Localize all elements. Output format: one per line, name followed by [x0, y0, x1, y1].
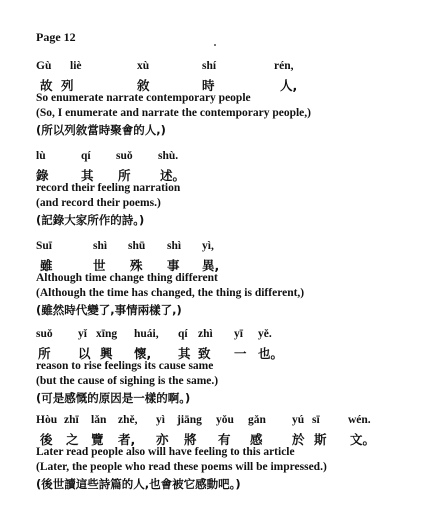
pinyin-syllable: yī — [234, 328, 243, 340]
pinyin-syllable: yǐ — [78, 328, 87, 340]
pinyin-line — [36, 240, 416, 256]
pinyin-syllable: zhì — [198, 328, 213, 340]
hanzi-char: 列 — [61, 78, 74, 93]
pinyin-syllable: qí — [81, 150, 91, 162]
pinyin-syllable: shì — [167, 240, 182, 252]
hanzi-char: 雖 — [40, 258, 53, 273]
pinyin-syllable: yì — [156, 414, 165, 426]
stanza-2 — [36, 150, 416, 228]
hanzi-line — [36, 430, 416, 446]
pinyin-syllable: wén. — [348, 414, 371, 426]
hanzi-char: 其 — [178, 346, 191, 361]
hanzi-char: 興 — [100, 346, 113, 361]
english-translation: (Although the time has changed, the thing is different,) — [36, 287, 305, 299]
hanzi-char: 之 — [66, 432, 79, 447]
english-gloss: reason to rise feelings its cause same — [36, 360, 214, 372]
pinyin-syllable: gǎn — [248, 414, 266, 426]
pinyin-line — [36, 60, 416, 76]
pinyin-syllable: zhě, — [118, 414, 138, 426]
pinyin-syllable: liè — [70, 60, 82, 72]
hanzi-char: 以 — [78, 346, 91, 361]
chinese-translation: (可是感慨的原因是一樣的啊。) — [36, 391, 191, 405]
page-number: Page 12 — [36, 30, 76, 44]
pinyin-line — [36, 328, 416, 344]
hanzi-char: 述。 — [160, 168, 186, 183]
hanzi-char: 文。 — [350, 432, 376, 447]
stanza-4 — [36, 328, 416, 406]
hanzi-char: 異, — [202, 258, 220, 273]
hanzi-char: 人, — [280, 78, 298, 93]
stanza-3 — [36, 240, 416, 318]
hanzi-char: 敘 — [137, 78, 150, 93]
pinyin-syllable: lǎn — [91, 414, 107, 426]
english-translation: (but the cause of sighing is the same.) — [36, 375, 219, 387]
hanzi-line — [36, 344, 416, 360]
pinyin-line — [36, 414, 416, 430]
chinese-translation: (記錄大家所作的詩。) — [36, 213, 145, 227]
hanzi-char: 將 — [184, 432, 197, 447]
pinyin-syllable: shì — [93, 240, 108, 252]
hanzi-char: 亦 — [156, 432, 169, 447]
hanzi-char: 斯 — [314, 432, 327, 447]
pinyin-syllable: zhī — [64, 414, 79, 426]
pinyin-syllable: xīng — [96, 328, 118, 340]
pinyin-syllable: yǒu — [216, 414, 234, 426]
pinyin-syllable: Gù — [36, 60, 52, 72]
pinyin-syllable: shù. — [158, 150, 179, 162]
hanzi-line — [36, 256, 416, 272]
pinyin-syllable: jiāng — [177, 414, 202, 426]
english-translation: (So, I enumerate and narrate the contemporary people,) — [36, 107, 311, 119]
chinese-translation: (後世讀這些詩篇的人,也會被它感動吧。) — [36, 477, 241, 491]
hanzi-char: 覽 — [91, 432, 104, 447]
pinyin-syllable: Suī — [36, 240, 52, 252]
hanzi-char: 所 — [38, 346, 51, 361]
pinyin-syllable: suǒ — [36, 328, 53, 340]
hanzi-line — [36, 166, 416, 182]
hanzi-char: 所 — [118, 168, 131, 183]
english-gloss: record their feeling narration — [36, 182, 181, 194]
pinyin-syllable: lù — [36, 150, 46, 162]
scan-speck — [214, 44, 216, 46]
hanzi-char: 於 — [292, 432, 305, 447]
english-gloss: So enumerate narrate contemporary people — [36, 92, 251, 104]
chinese-translation: (所以列敘當時聚會的人,) — [36, 123, 166, 137]
english-gloss: Although time change thing different — [36, 272, 218, 284]
hanzi-char: 也。 — [258, 346, 284, 361]
hanzi-char: 有 — [218, 432, 231, 447]
hanzi-char: 世 — [93, 258, 106, 273]
stanza-5 — [36, 414, 416, 492]
hanzi-char: 一 — [234, 346, 247, 361]
hanzi-char: 其 — [81, 168, 94, 183]
english-gloss: Later read people also will have feeling to this article — [36, 446, 295, 458]
hanzi-char: 者, — [118, 432, 136, 447]
english-translation: (and record their poems.) — [36, 197, 161, 209]
english-translation: (Later, the people who read these poems will be impressed.) — [36, 461, 327, 473]
pinyin-syllable: yú — [292, 414, 305, 426]
pinyin-line — [36, 150, 416, 166]
pinyin-syllable: shí — [202, 60, 217, 72]
hanzi-char: 故 — [40, 78, 53, 93]
pinyin-syllable: huái, — [134, 328, 159, 340]
hanzi-char: 後 — [40, 432, 53, 447]
hanzi-char: 懷, — [134, 346, 152, 361]
pinyin-syllable: rén, — [274, 60, 294, 72]
pinyin-syllable: xù — [137, 60, 150, 72]
hanzi-char: 錄 — [36, 168, 49, 183]
pinyin-syllable: shū — [128, 240, 146, 252]
hanzi-line — [36, 76, 416, 92]
hanzi-char: 致 — [198, 346, 211, 361]
hanzi-char: 時 — [202, 78, 215, 93]
hanzi-char: 感 — [250, 432, 263, 447]
hanzi-char: 殊 — [130, 258, 143, 273]
hanzi-char: 事 — [167, 258, 180, 273]
pinyin-syllable: suǒ — [116, 150, 133, 162]
pinyin-syllable: qí — [178, 328, 188, 340]
pinyin-syllable: yì, — [202, 240, 214, 252]
pinyin-syllable: yě. — [258, 328, 272, 340]
pinyin-syllable: Hòu — [36, 414, 58, 426]
pinyin-syllable: sī — [312, 414, 320, 426]
stanza-1 — [36, 60, 416, 138]
chinese-translation: (雖然時代變了,事情兩樣了,) — [36, 303, 182, 317]
